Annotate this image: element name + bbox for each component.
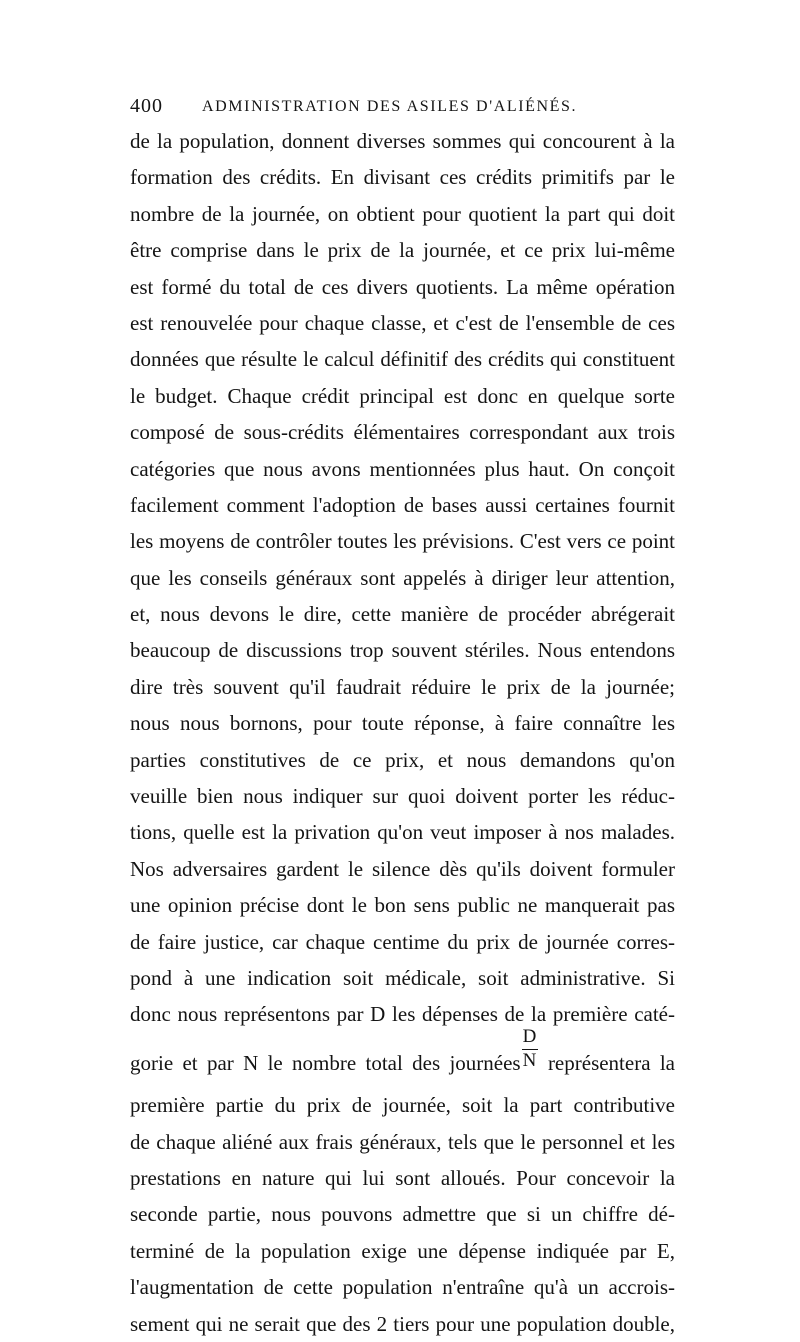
text-line: parties constitutives de ce prix, et nous demandons qu'on (130, 747, 675, 772)
text-line: catégories que nous avons mentionnées plus haut. On conçoit (130, 456, 675, 481)
fraction-denominator: N (522, 1049, 537, 1071)
text-line: première partie du prix de journée, soit la part contributive (130, 1093, 675, 1118)
formula-text-before: gorie et par N le nombre total des journées (130, 1050, 521, 1075)
text-line: beaucoup de discussions trop souvent stériles. Nous entendons (130, 638, 675, 663)
fraction-d-over-n (521, 1025, 539, 1081)
text-line: de la population, donnent diverses sommes qui concourent à la (130, 129, 675, 153)
text-line: sement qui ne serait que des 2 tiers pour une population double, (130, 1311, 675, 1336)
text-line: une opinion précise dont le bon sens public ne manquerait pas (130, 893, 675, 918)
text-line: dire très souvent qu'il faudrait réduire le prix de la journée; (130, 674, 675, 699)
text-line: et, nous devons le dire, cette manière de procéder abrégerait (130, 602, 675, 627)
text-line: que les conseils généraux sont appelés à diriger leur attention, (130, 565, 675, 590)
text-line: facilement comment l'adoption de bases aussi certaines fournit (130, 492, 675, 517)
text-line: de chaque aliéné aux frais généraux, tels que le personnel et les (130, 1129, 675, 1154)
text-line: formation des crédits. En divisant ces crédits primitifs par le (130, 165, 675, 190)
text-line: veuille bien nous indiquer sur quoi doivent porter les réduc- (130, 784, 675, 809)
text-line: donc nous représentons par D les dépenses de la première caté- (130, 1002, 675, 1027)
text-line: prestations en nature qui lui sont alloués. Pour concevoir la (130, 1165, 675, 1190)
text-line: nous nous bornons, pour toute réponse, à faire connaître les (130, 711, 675, 736)
text-line: pond à une indication soit médicale, soit administrative. Si (130, 965, 675, 990)
text-line: composé de sous-crédits élémentaires correspondant aux trois (130, 420, 675, 445)
body-text (130, 123, 675, 1342)
text-line: terminé de la population exige une dépense indiquée par E, (130, 1238, 675, 1263)
page-number: 400 (130, 95, 163, 117)
formula-text-after: représentera la (547, 1050, 676, 1075)
text-line: les moyens de contrôler toutes les prévisions. C'est vers ce point (130, 529, 675, 554)
text-line: est renouvelée pour chaque classe, et c'est de l'ensemble de ces (130, 310, 675, 335)
formula-line (130, 1025, 676, 1081)
text-line: Nos adversaires gardent le silence dès qu'ils doivent formuler (130, 856, 675, 881)
text-line: le budget. Chaque crédit principal est donc en quelque sorte (130, 383, 675, 408)
text-line: seconde partie, nous pouvons admettre que si un chiffre dé- (130, 1202, 675, 1227)
text-line: nombre de la journée, on obtient pour quotient la part qui doit (130, 201, 675, 226)
text-line: de faire justice, car chaque centime du prix de journée corres- (130, 929, 675, 954)
text-line: l'augmentation de cette population n'entraîne qu'à un accrois- (130, 1275, 675, 1300)
fraction-numerator: D (522, 1025, 537, 1047)
running-title: ADMINISTRATION DES ASILES D'ALIÉNÉS. (202, 98, 578, 115)
text-line: tions, quelle est la privation qu'on veut imposer à nos malades. (130, 820, 675, 845)
text-line: est formé du total de ces divers quotients. La même opération (130, 274, 675, 299)
text-line: être comprise dans le prix de la journée, et ce prix lui-même (130, 238, 675, 263)
text-line: données que résulte le calcul définitif des crédits qui constituent (130, 347, 675, 372)
page-header (130, 95, 675, 123)
